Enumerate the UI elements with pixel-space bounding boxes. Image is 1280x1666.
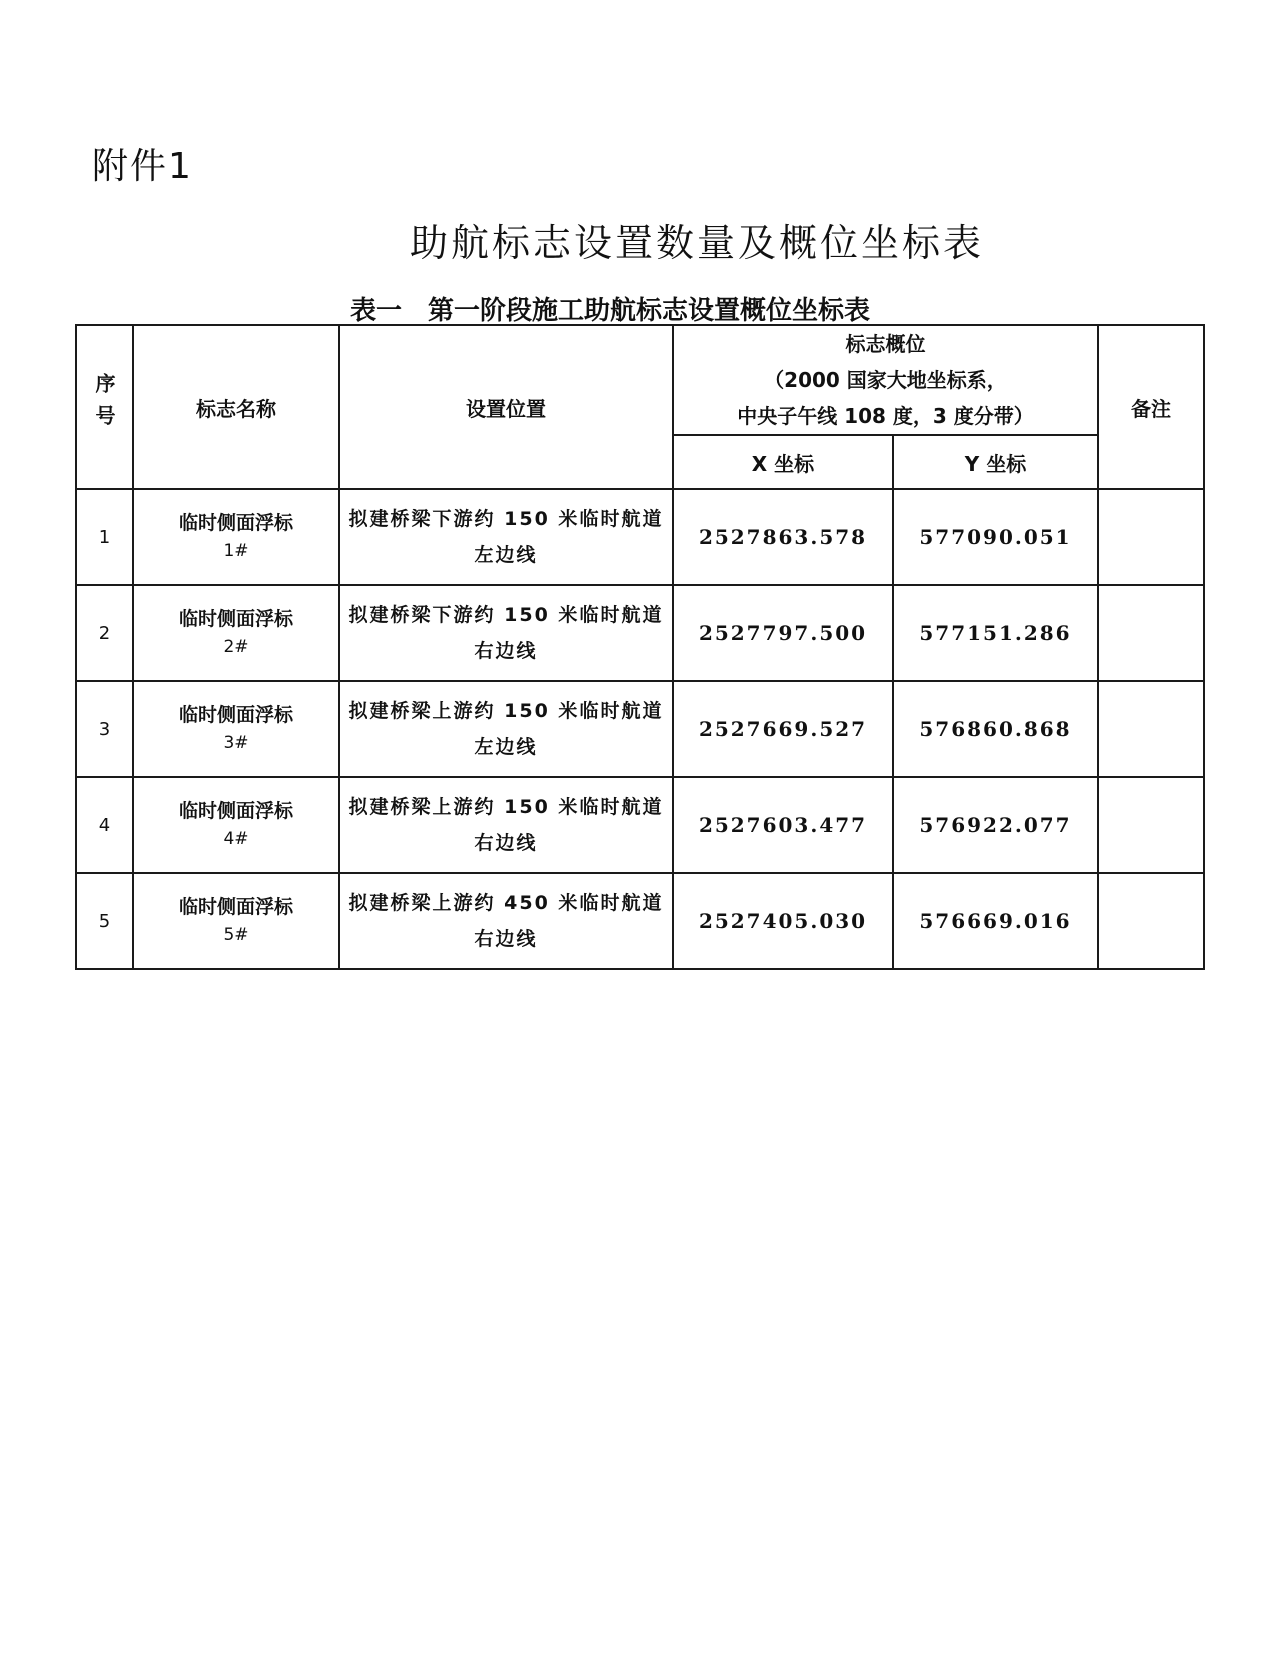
header-y: Y 坐标 <box>893 435 1098 489</box>
cell-x: 2527669.527 <box>673 681 893 777</box>
header-position-title: 标志概位 <box>845 332 926 356</box>
name-text: 临时侧面浮标 <box>178 608 293 630</box>
header-seq: 序号 <box>76 325 133 489</box>
coordinates-table <box>75 324 1205 970</box>
name-text: 临时侧面浮标 <box>178 800 293 822</box>
table-caption: 表一 第一阶段施工助航标志设置概位坐标表 <box>350 296 871 326</box>
header-remarks: 备注 <box>1098 325 1204 489</box>
cell-name <box>133 489 339 585</box>
cell-y: 577151.286 <box>893 585 1098 681</box>
cell-x: 2527863.578 <box>673 489 893 585</box>
cell-name <box>133 681 339 777</box>
header-position-group <box>673 325 1098 435</box>
cell-y: 577090.051 <box>893 489 1098 585</box>
cell-name <box>133 873 339 969</box>
cell-remarks <box>1098 777 1204 873</box>
table-row <box>76 489 1204 585</box>
cell-seq: 1 <box>76 489 133 585</box>
cell-seq: 3 <box>76 681 133 777</box>
name-number: 4# <box>223 829 249 849</box>
cell-y: 576922.077 <box>893 777 1098 873</box>
cell-location: 拟建桥梁下游约 150 米临时航道左边线 <box>339 489 673 585</box>
cell-y: 576860.868 <box>893 681 1098 777</box>
cell-location: 拟建桥梁上游约 150 米临时航道右边线 <box>339 777 673 873</box>
cell-x: 2527603.477 <box>673 777 893 873</box>
table-row <box>76 777 1204 873</box>
table-row <box>76 681 1204 777</box>
cell-x: 2527405.030 <box>673 873 893 969</box>
cell-name <box>133 585 339 681</box>
name-number: 1# <box>223 541 249 561</box>
header-location: 设置位置 <box>339 325 673 489</box>
cell-location: 拟建桥梁下游约 150 米临时航道右边线 <box>339 585 673 681</box>
cell-seq: 5 <box>76 873 133 969</box>
cell-seq: 4 <box>76 777 133 873</box>
cell-y: 576669.016 <box>893 873 1098 969</box>
header-position-system: （2000 国家大地坐标系， <box>764 368 1007 392</box>
header-name: 标志名称 <box>133 325 339 489</box>
cell-seq: 2 <box>76 585 133 681</box>
cell-x: 2527797.500 <box>673 585 893 681</box>
cell-remarks <box>1098 681 1204 777</box>
cell-remarks <box>1098 585 1204 681</box>
name-text: 临时侧面浮标 <box>178 512 293 534</box>
table-row <box>76 873 1204 969</box>
cell-location: 拟建桥梁上游约 450 米临时航道右边线 <box>339 873 673 969</box>
header-x: X 坐标 <box>673 435 893 489</box>
name-text: 临时侧面浮标 <box>178 896 293 918</box>
name-number: 2# <box>223 637 249 657</box>
attachment-label: 附件1 <box>92 146 193 187</box>
document-title: 助航标志设置数量及概位坐标表 <box>410 221 985 265</box>
cell-location: 拟建桥梁上游约 150 米临时航道左边线 <box>339 681 673 777</box>
table-row <box>76 585 1204 681</box>
header-position-meridian: 中央子午线 108 度，3 度分带） <box>737 404 1034 428</box>
name-number: 3# <box>223 733 249 753</box>
cell-remarks <box>1098 489 1204 585</box>
name-number: 5# <box>223 925 249 945</box>
cell-name <box>133 777 339 873</box>
name-text: 临时侧面浮标 <box>178 704 293 726</box>
cell-remarks <box>1098 873 1204 969</box>
